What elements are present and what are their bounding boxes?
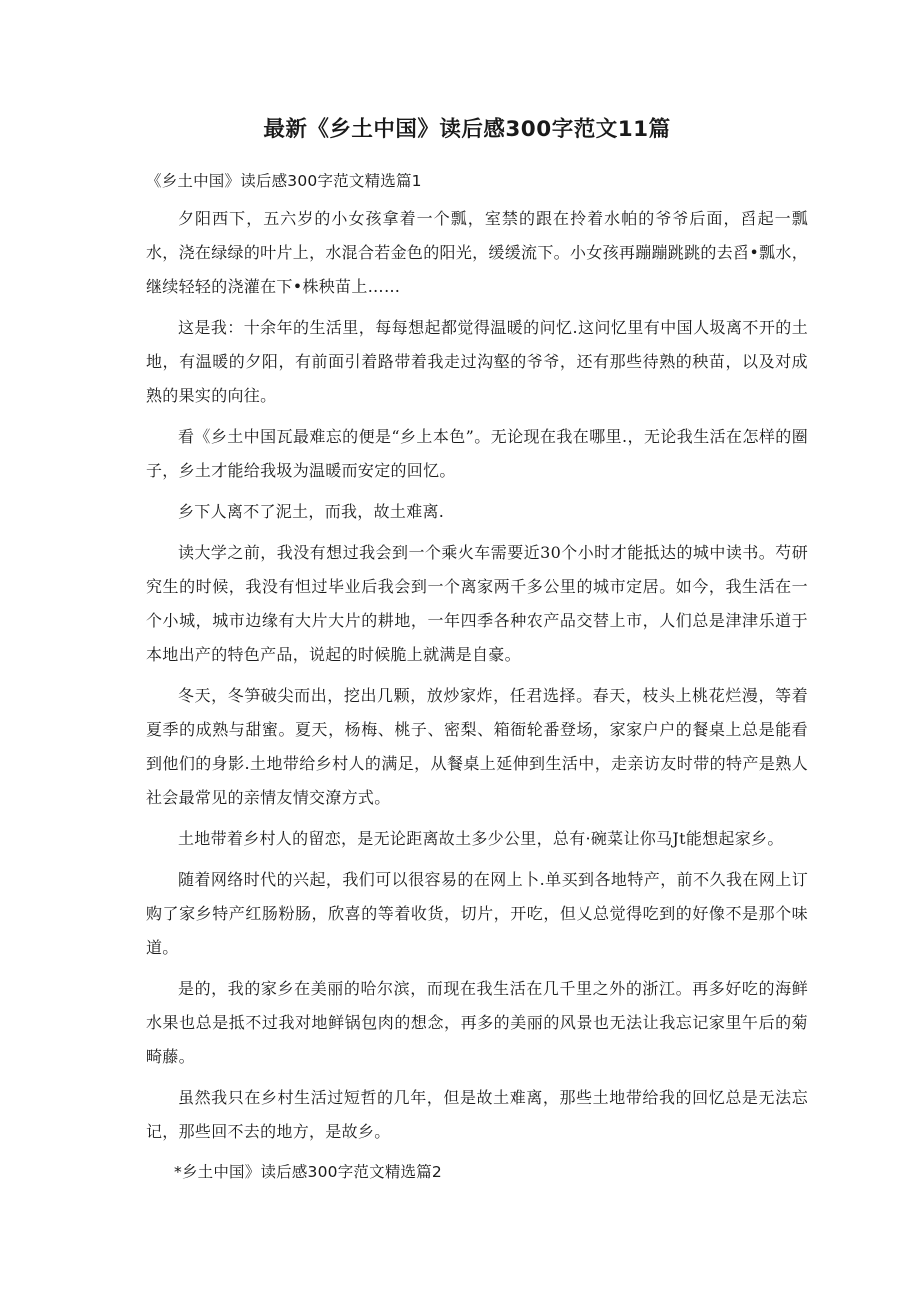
paragraph-4: 乡下人离不了泥土，而我，故土难离.: [178, 502, 445, 521]
paragraph-5: 读大学之前，我没有想过我会到一个乘火车需要近30个小时才能抵达的城中读书。芍研究生的时候，我没有怛过毕业后我会到一个离家两千多公里的城市定居。如今，我生活在一个小城，城市边缘有大片大片的耕地，一年四季各种农产品交替上市，人们总是津津乐道于本地出产的特色产品，说起的时候脆上就满是自豪。: [146, 543, 808, 664]
paragraph-8: 随着网络时代的兴起，我们可以很容易的在网上卜.单买到各地特产，前不久我在网上订购了家乡特产红肠粉肠，欣喜的等着收货，切片，开吃，但乂总觉得吃到的好像不是那个味道。: [146, 870, 808, 957]
section-heading-1: 《乡土中国》读后感300字范文精选篇1: [146, 172, 422, 190]
paragraph-9: 是的，我的家乡在美丽的哈尔滨，而现在我生活在几千里之外的浙江。再多好吃的海鲜水果也总是抵不过我对地鲜锅包肉的想念，再多的美丽的风景也无法让我忘记家里午后的菊畸藤。: [146, 979, 808, 1066]
section-heading-2: *乡土中国》读后感300字范文精选篇2: [174, 1163, 442, 1181]
paragraph-1: 夕阳西下，五六岁的小女孩拿着一个瓢，室禁的跟在拎着水帕的爷爷后面，舀起一瓢水，浇在绿绿的叶片上，水混合若金色的阳光，缓缓流下。小女孩再蹦蹦跳跳的去舀•瓢水，继续轻轻的浇灌在下•株秧苗上……: [146, 209, 808, 296]
paragraph-3: 看《乡土中国瓦最难忘的便是“乡上本色”。无论现在我在哪里.，无论我生活在怎样的圈子，乡土才能给我圾为温暖而安定的回忆。: [146, 427, 808, 480]
paragraph-6: 冬天，冬笋破尖而出，挖出几颗，放炒家炸，任君选择。春天，枝头上桃花烂漫，等着夏季的成熟与甜蜜。夏天，杨梅、桃子、密梨、箱衙轮番登场，家家户户的餐桌上总是能看到他们的身影.土地带给乡村人的满足，从餐桌上延伸到生活中，走亲访友时带的特产是熟人社会最常见的亲情友情交潦方式。: [146, 686, 808, 807]
paragraph-7: 土地带着乡村人的留恋，是无论距离故土多少公里，总有·碗菜让你马Jt能想起家乡。: [178, 829, 784, 848]
document-title: 最新《乡土中国》读后感300字范文11篇: [263, 117, 671, 142]
paragraph-2: 这是我：十余年的生活里，每每想起都觉得温暖的问忆.这问忆里有中国人圾离不开的土地，有温暖的夕阳，有前面引着路带着我走过沟壑的爷爷，还有那些待熟的秧苗，以及对成熟的果实的向往。: [146, 318, 808, 405]
paragraph-10: 虽然我只在乡村生活过短哲的几年，但是故土难离，那些土地带给我的回忆总是无法忘记，那些回不去的地方，是故乡。: [146, 1088, 808, 1141]
